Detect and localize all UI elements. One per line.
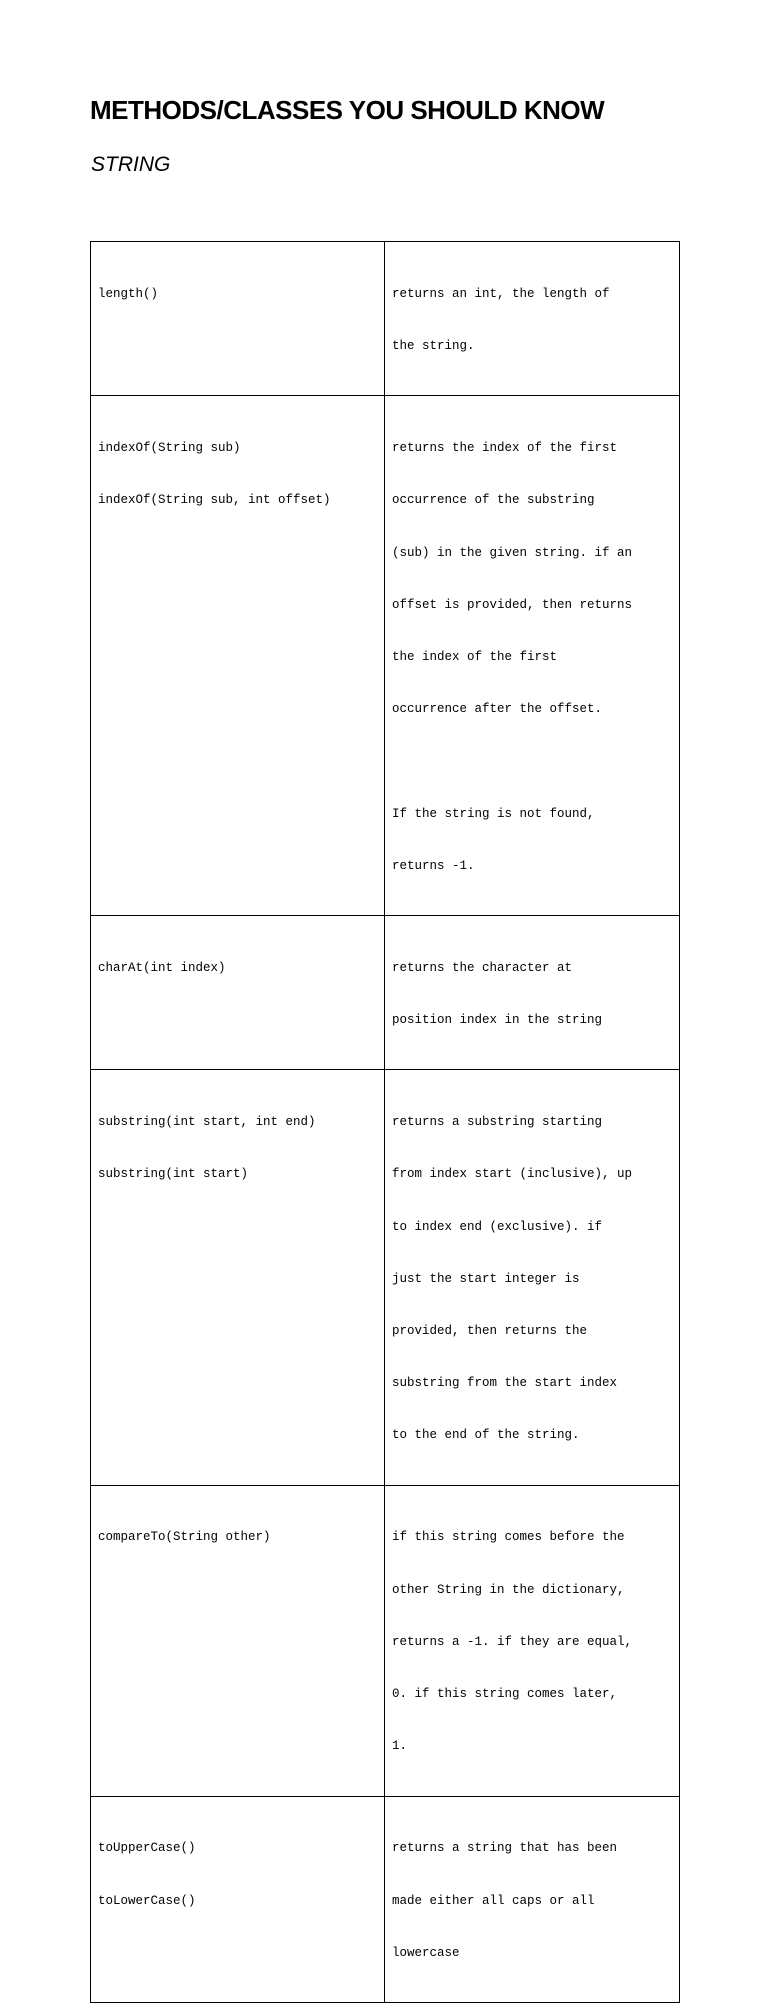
table-row <box>91 1796 680 2002</box>
section-title: STRING <box>91 153 171 176</box>
method-signature-cell <box>91 916 385 1070</box>
description-line: returns a string that has been <box>392 1841 618 1856</box>
method-description-cell <box>385 1485 680 1796</box>
description-line: returns -1. <box>392 858 475 873</box>
description-line: the index of the first <box>392 649 558 664</box>
description-line: If the string is not found, <box>392 806 595 821</box>
description-line: occurrence after the offset. <box>392 702 603 717</box>
description-line: offset is provided, then returns <box>392 597 633 612</box>
description-line: returns a -1. if they are equal, <box>392 1634 633 1649</box>
method-signature-cell <box>91 1070 385 1485</box>
method-signature: compareTo(String other) <box>98 1530 271 1545</box>
description-line: lowercase <box>392 1945 460 1960</box>
description-line: made either all caps or all <box>392 1893 595 1908</box>
description-line: returns the character at <box>392 960 573 975</box>
method-signature: indexOf(String sub) <box>98 441 241 456</box>
method-signature: substring(int start, int end) <box>98 1115 316 1130</box>
description-line: other String in the dictionary, <box>392 1582 625 1597</box>
method-description-cell <box>385 396 680 916</box>
description-line: 1. <box>392 1739 408 1754</box>
description-line: the string. <box>392 339 475 354</box>
description-line: position index in the string <box>392 1013 603 1028</box>
description-line: substring from the start index <box>392 1376 618 1391</box>
method-signature: toUpperCase() <box>98 1841 196 1856</box>
method-signature-cell <box>91 1796 385 2002</box>
description-line: just the start integer is <box>392 1271 580 1286</box>
method-signature: length() <box>98 286 159 301</box>
description-line: (sub) in the given string. if an <box>392 545 633 560</box>
method-signature: indexOf(String sub, int offset) <box>98 493 331 508</box>
method-signature: charAt(int index) <box>98 960 226 975</box>
description-line: if this string comes before the <box>392 1530 625 1545</box>
method-signature: substring(int start) <box>98 1167 249 1182</box>
table-row <box>91 396 680 916</box>
methods-table-body <box>91 242 680 2003</box>
table-row <box>91 1070 680 1485</box>
description-line: from index start (inclusive), up <box>392 1167 633 1182</box>
description-line: occurrence of the substring <box>392 493 595 508</box>
description-line: provided, then returns the <box>392 1323 588 1338</box>
method-description-cell <box>385 1796 680 2002</box>
table-row <box>91 1485 680 1796</box>
page-title: METHODS/CLASSES YOU SHOULD KNOW <box>90 95 605 125</box>
method-description-cell <box>385 1070 680 1485</box>
method-description-cell <box>385 242 680 396</box>
table-row <box>91 916 680 1070</box>
table-row <box>91 242 680 396</box>
description-line: returns a substring starting <box>392 1115 603 1130</box>
description-line: to index end (exclusive). if <box>392 1219 603 1234</box>
method-signature-cell <box>91 242 385 396</box>
description-line: returns an int, the length of <box>392 286 610 301</box>
method-signature-cell <box>91 396 385 916</box>
method-description-cell <box>385 916 680 1070</box>
description-line: returns the index of the first <box>392 441 618 456</box>
paragraph-gap <box>392 753 672 770</box>
description-line: to the end of the string. <box>392 1428 580 1443</box>
method-signature-cell <box>91 1485 385 1796</box>
method-signature: toLowerCase() <box>98 1893 196 1908</box>
description-line: 0. if this string comes later, <box>392 1687 618 1702</box>
methods-table <box>90 241 680 2003</box>
